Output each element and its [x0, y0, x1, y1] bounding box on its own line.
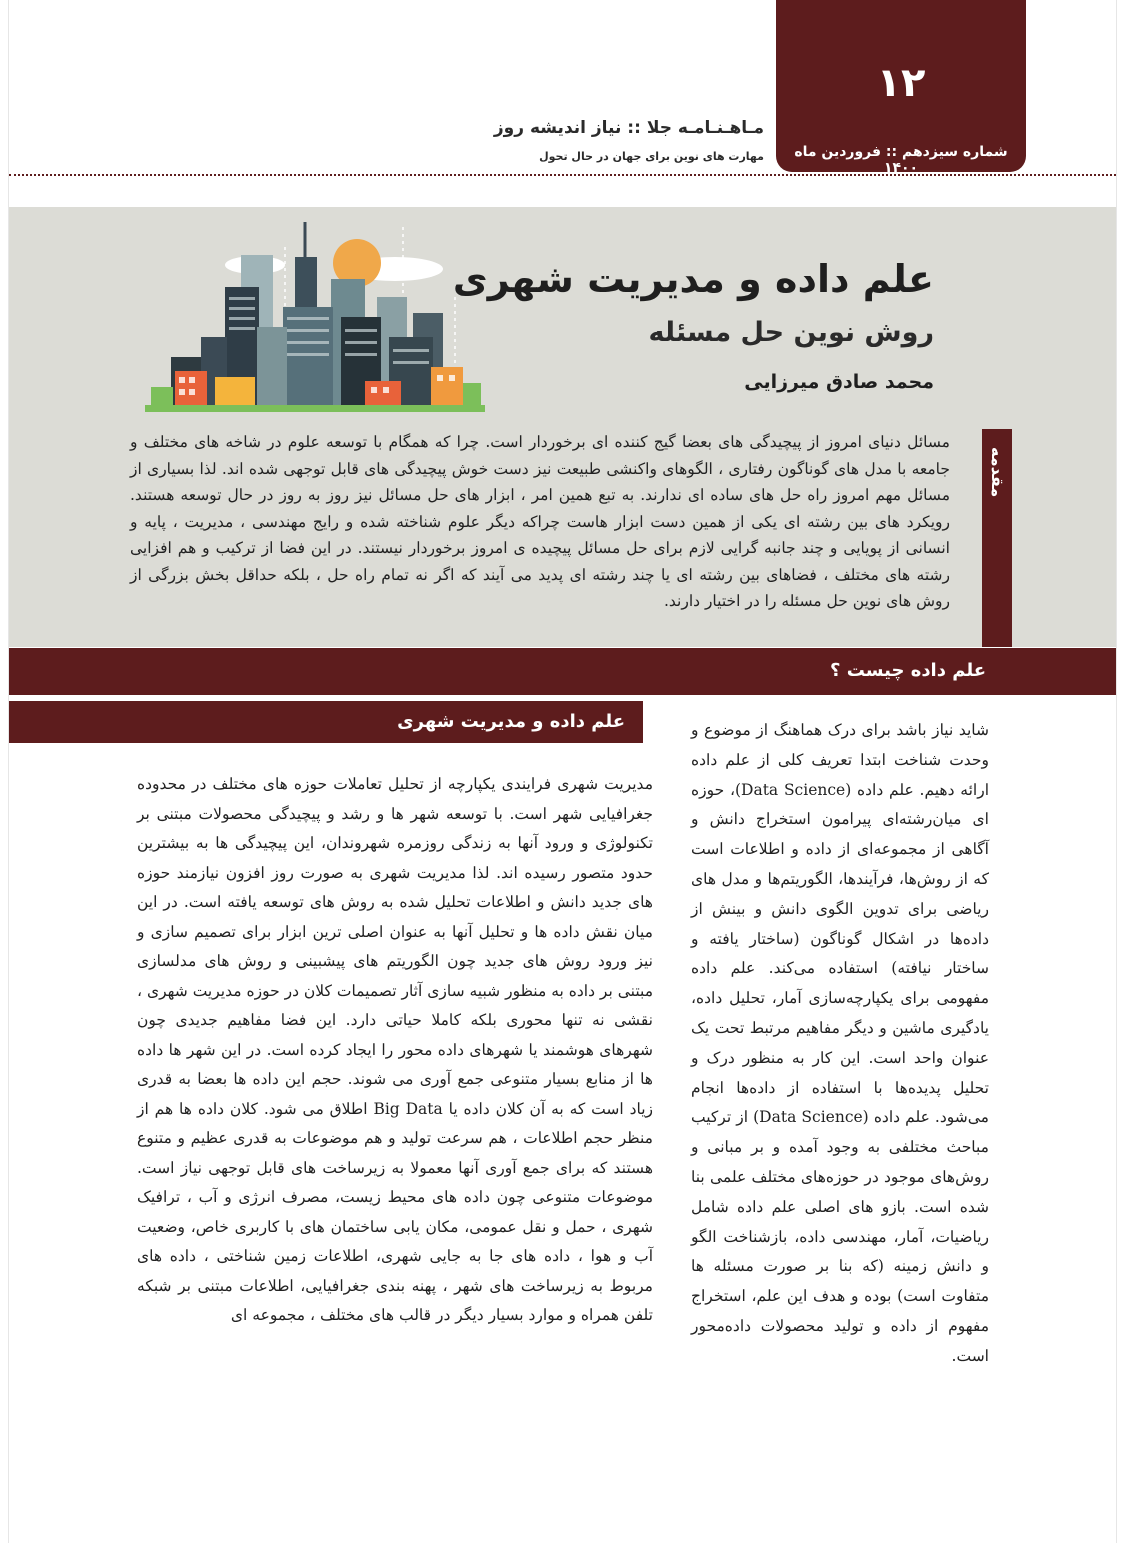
city-skyline-illustration: [145, 217, 485, 412]
intro-paragraph: مسائل دنیای امروز از پیچیدگی های بعضا گیج کننده ای برخوردار است. چرا که همگام با توسعه علوم در شاخه های مختلف و جامعه با مدل های گوناگون رفتاری ، الگوهای واکنشی طبیعت نیز دست خوش پیچیدگی های قابل توجهی شده اند. لذا بسیاری از مسائل مهم امروز راه حل های ساده ای ندارند. به تبع همین امر ، ابزار های حل مسائل نیز روز به روز در حال توسعه هستند. رویکرد های بین رشته ای یکی از همین دست ابزار هاست چراکه دیگر علوم شناخته شده و رایج مهندسی ، مدیریت ، پایه و انسانی از پویایی و چند جانبه گرایی لازم برای حل مسائل پیچیده ی امروز برخوردار نیستند. در این فضا از ترکیب و هم افزایی رشته های مختلف ، فضاهای بین رشته ای یا چند رشته ای پدید می آیند که اگر نه تمام راه حل ، بلکه حداقل بخش بزرگی از روش های نوین حل مسئله را در اختیار دارند.: [130, 433, 950, 610]
article-author: محمد صادق میرزایی: [744, 371, 934, 393]
header-divider: [9, 174, 1116, 176]
data-science-paragraph: شاید نیاز باشد برای درک هماهنگ از موضوع و وحدت شناخت ابتدا تعریف کلی از علم داده ارائه دهیم. علم داده (Data Science)، حوزه ای میان‌رشته‌ای پیرامون استخراج دانش و آگاهی از مجموعه‌ای از داده و اطلاعات است که از روش‌ها، فرآیندها، الگوریتم‌ها و مدل های ریاضی برای تدوین الگوی دانش و بینش از داده‌ها در اشکال گوناگون (ساختار یافته و ساختار نیافته) استفاده می‌کند. علم داده مفهومی برای یکپارچه‌سازی آمار، تحلیل داده، یادگیری ماشین و دیگر مفاهیم مرتبط تحت یک عنوان واحد است. این کار به منظور درک و تحلیل پدیده‌ها با استفاده از داده‌ها انجام می‌شود. علم داده (Data Science) از ترکیب مباحث مختلفی به وجود آمده و بر مبانی و روش‌های موجود در حوزه‌های مختلف علمی بنا شده است. بازو های اصلی علم داده شامل ریاضیات، آمار، مهندسی داده، بازشناخت الگو و دانش زمینه (که بنا بر صورت مسئله ها متفاوت است) بوده و هدف این علم، استخراج مفهوم از داده و تولید محصولات داده‌محور است.: [691, 721, 990, 1365]
section-heading-urban: علم داده و مدیریت شهری: [397, 711, 625, 732]
section-heading-bar-data-science: [9, 648, 1116, 695]
urban-management-paragraph: مدیریت شهری فرایندی یکپارچه از تحلیل تعاملات حوزه های مختلف در محدوده جغرافیایی شهر است. با توسعه شهر ها و رشد و پیچیدگی محصولات مبتنی بر تکنولوژی و ورود آنها به زندگی روزمره شهروندان، این پیچیدگی ها به بیشترین حدود متصور رسیده اند. لذا مدیریت شهری به صورت روز افزون نیازمند حوزه های جدید دانش و اطلاعات تحلیل شده به روش های توسعه یافته است. در این میان نقش داده ها و تحلیل آنها به عنوان اصلی ترین ابزار برای تصمیم سازی و نیز ورود روش های جدید چون الگوریتم های پیشبینی و روش های مدلسازی مبتنی بر داده به منظور شبیه سازی آثار تصمیمات کلان در حوزه مدیریت شهری ، نقشی نه تنها محوری بلکه کاملا حیاتی دارد. این فضا مفاهیم جدیدی چون شهرهای هوشمند یا شهرهای داده محور را ایجاد کرده است. در این شهر ها داده ها از منابع بسیار متنوعی جمع آوری می شوند. حجم این داده ها بعضا به قدری زیاد است که به آن کلان داده یا Big Data اطلاق می شود. کلان داده ها هم از منظر حجم اطلاعات ، هم سرعت تولید و هم موضوعات به قدری عظیم و متنوع هستند که برای جمع آوری آنها معمولا به زیرساخت های قابل توجهی نیاز است. موضوعات متنوعی چون داده های محیط زیست، مصرف انرژی و آب ، ترافیک شهری ، حمل و نقل عمومی، مکان یابی ساختمان های با کاربری خاص، وضعیت آب و هوا ، داده های جا به جایی شهری، اطلاعات زمین شناختی ، داده های مربوط به زیرساخت های شهر ، پهنه بندی جغرافیایی، اطلاعات مبتنی بر شبکه تلفن همراه و موارد بسیار دیگر در قالب های مختلف ، مجموعه ای: [137, 775, 653, 1324]
intro-label: مقدمه: [988, 447, 1007, 498]
page-number-tab: [776, 0, 1026, 176]
section-heading-data-science: علم داده چیست ؟: [830, 660, 986, 681]
intro-tab: [982, 429, 1012, 647]
magazine-tagline: مهارت های نوین برای جهان در حال تحول: [539, 150, 764, 163]
article-hero: [9, 207, 1116, 647]
magazine-page: [9, 0, 1116, 1543]
article-subtitle: روش نوین حل مسئله: [648, 317, 934, 348]
page-number: ۱۲: [876, 60, 926, 106]
page-header: [9, 0, 1116, 176]
issue-info: شماره سیزدهم :: فروردین ماه ۱۴۰۰: [794, 144, 1008, 176]
section-heading-bar-urban: [9, 701, 643, 743]
magazine-title: مـاهـنـامـه جلا :: نیاز اندیشه روز: [493, 118, 764, 138]
article-title: علم داده و مدیریت شهری: [452, 257, 934, 301]
